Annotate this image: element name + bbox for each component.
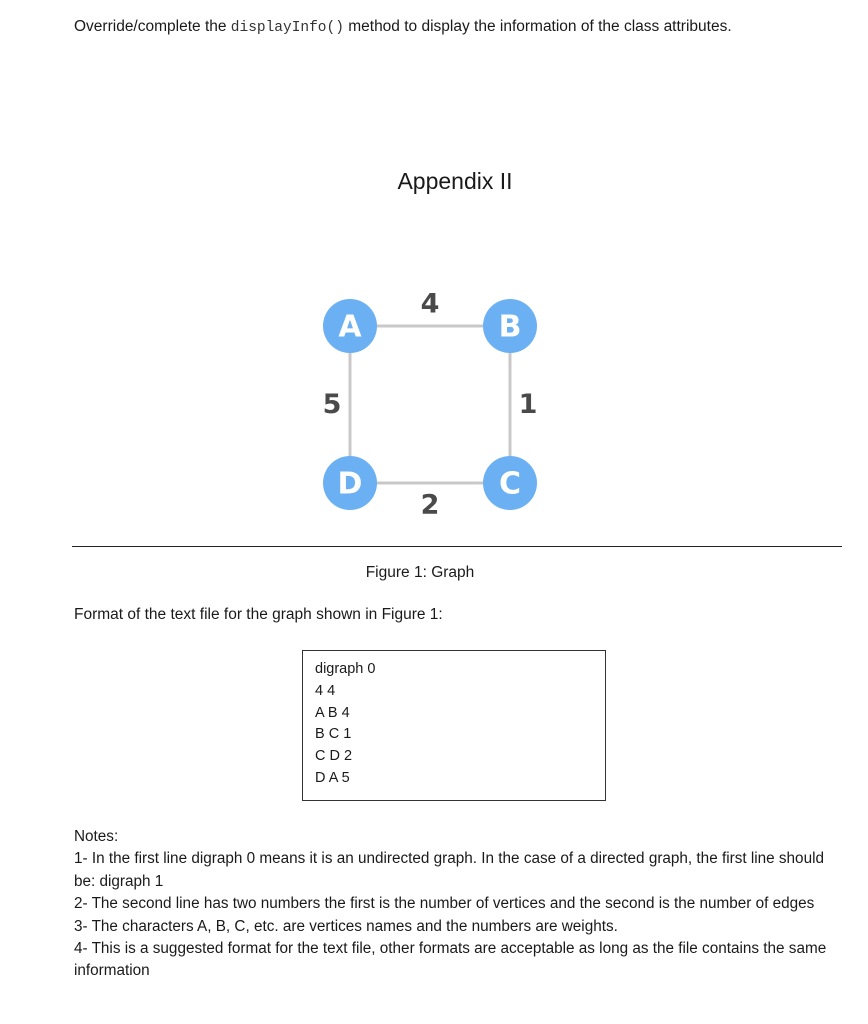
figure-caption-text: Figure 1: Graph <box>365 564 475 581</box>
graph-nodes <box>323 299 537 510</box>
graph-figure <box>300 280 560 520</box>
format-intro: Format of the text file for the graph shown in Figure 1: <box>74 606 443 623</box>
file-line: D A 5 <box>315 769 350 786</box>
note-item: 2- The second line has two numbers the first is the number of vertices and the second is the number of edges <box>74 895 815 913</box>
instruction-prefix: Override/complete the <box>74 18 231 35</box>
instruction-text <box>74 18 732 36</box>
figure-caption <box>0 564 868 582</box>
edge-weight-label: 2 <box>420 489 440 521</box>
method-name-code: displayInfo() <box>230 20 344 36</box>
node-a-label: A <box>338 309 362 345</box>
node-c-label: C <box>498 466 522 502</box>
graph-edges <box>350 326 510 483</box>
file-line: A B 4 <box>315 704 350 721</box>
notes-heading: Notes: <box>74 828 119 845</box>
file-line: C D 2 <box>315 748 353 765</box>
node-b-label: B <box>498 309 522 345</box>
node-d-label: D <box>337 466 363 502</box>
instruction-suffix: method to display the information of the class attributes. <box>343 18 732 35</box>
edge-weight-label: 5 <box>322 389 342 420</box>
section-divider <box>72 546 842 547</box>
file-line: digraph 0 <box>315 661 376 677</box>
note-item: 4- This is a suggested format for the text file, other formats are acceptable as long as the file contains the same information <box>74 940 827 980</box>
appendix-title-text: Appendix II <box>397 168 513 194</box>
note-item: 3- The characters A, B, C, etc. are vertices names and the numbers are weights. <box>74 917 618 935</box>
file-format-box <box>302 650 606 801</box>
file-line: B C 1 <box>315 726 352 743</box>
appendix-title <box>0 168 868 195</box>
edge-weight-label: 1 <box>518 389 538 420</box>
notes-section <box>74 826 844 983</box>
edge-weight-label: 4 <box>420 288 440 320</box>
note-item: 1- In the first line digraph 0 means it is an undirected graph. In the case of a directed graph, the first line should be: digraph 1 <box>74 850 824 890</box>
file-line: 4 4 <box>315 682 336 699</box>
